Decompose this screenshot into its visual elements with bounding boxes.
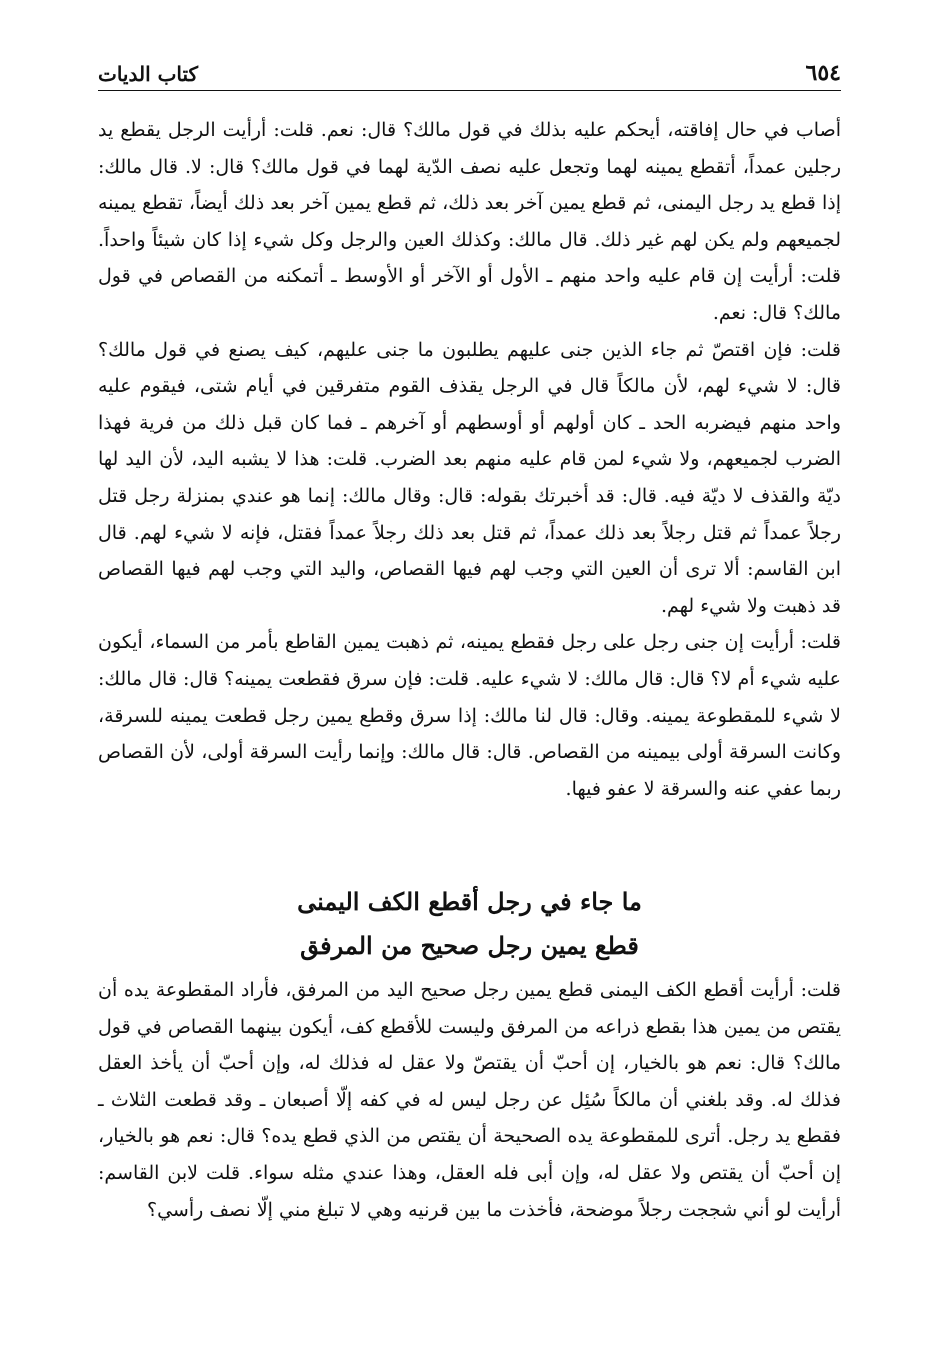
paragraph: أصاب في حال إفاقته، أيحكم عليه بذلك في قول مالك؟ قال: نعم. قلت: أرأيت الرجل يقطع يد رجلين عمداً، أتقطع يمينه لهما وتجعل عليه نصف الدّية لهما في قول مالك؟ قال: لا. قال مالك: إذا قطع يد رجل اليمنى، ثم قطع يمين آخر بعد ذلك، ثم قطع يمين آخر بعد ذلك أيضاً، تقطع يمينه لجميعهم ولم يكن لهم غير ذلك. قال مالك: وكذلك العين والرجل وكل شيء إذا كان شيئاً واحداً. قلت: أرأيت إن قام عليه واحد منهم ـ الأول أو الآخر أو الأوسط ـ أتمكنه من القصاص في قول مالك؟ قال: نعم. — [98, 119, 841, 324]
paragraph: قلت: فإن اقتصّ ثم جاء الذين جنى عليهم يطلبون ما جنى عليهم، كيف يصنع في قول مالك؟ قال: لا شيء لهم، لأن مالكاً قال في الرجل يقذف القوم متفرقين في أيام شتى، فيقوم عليه واحد منهم فيضربه الحد ـ كان أولهم أو أوسطهم أو آخرهم ـ فما كان قبل ذلك من فرية فهذا الضرب لجميعهم، ولا شيء لمن قام عليه منهم بعد الضرب. قلت: هذا لا يشبه اليد، لأن اليد لها ديّة والقذف لا ديّة فيه. قال: قد أخبرتك بقوله: قال: وقال مالك: إنما هو عندي بمنزلة رجل قتل رجلاً عمداً ثم قتل رجلاً بعد ذلك عمداً، ثم قتل بعد ذلك رجلاً عمداً فقتل، فإنه لا شيء لهم. قال ابن القاسم: ألا ترى أن العين التي وجب لهم فيها القصاص، واليد التي وجب لهم فيها القصاص قد ذهبت ولا شيء لهم. — [98, 338, 841, 617]
heading-line-2: قطع يمين رجل صحيح من المرفق — [300, 931, 639, 960]
page-number: ٦٥٤ — [805, 60, 841, 86]
section-2-text — [98, 972, 841, 1228]
running-title: كتاب الديات — [98, 62, 199, 86]
page-header — [98, 52, 841, 91]
section-heading — [98, 880, 841, 968]
heading-line-1: ما جاء في رجل أقطع الكف اليمنى — [297, 887, 642, 916]
paragraph: قلت: أرأيت إن جنى رجل على رجل فقطع يمينه، ثم ذهبت يمين القاطع بأمر من السماء، أيكون عليه شيء أم لا؟ قال: قال مالك: لا شيء عليه. قلت: فإن سرق فقطعت يمينه؟ قال: قال مالك: لا شيء للمقطوعة يمينه. وقال: قال لنا مالك: إذا سرق وقطع يمين رجل قطعت يمينه للسرقة، وكانت السرقة أولى بيمينه من القصاص. قال: قال مالك: وإنما رأيت السرقة أولى، لأن القصاص ربما عفي عنه والسرقة لا عفو فيها. — [98, 631, 841, 800]
paragraph: قلت: أرأيت أقطع الكف اليمنى قطع يمين رجل صحيح اليد من المرفق، فأراد المقطوعة يده أن يقتص من يمين هذا بقطع ذراعه من المرفق وليست للأقطع كف، أيكون بينهما القصاص في قول مالك؟ قال: نعم هو بالخيار، إن أحبّ أن يقتصّ ولا عقل له فذلك له، وإن أحبّ أن يأخذ العقل فذلك له. وقد بلغني أن مالكاً سُئِل عن رجل ليس له في كفه إلّا أصبعان ـ وقد قطعت الثلاث ـ فقطع يد رجل. أترى للمقطوعة يده الصحيحة أن يقتص من الذي قطع يده؟ قال: نعم هو بالخيار، إن أحبّ أن يقتص ولا عقل له، وإن أبى فله العقل، وهذا عندي مثله سواء. قلت لابن القاسم: أرأيت لو أني شججت رجلاً موضحة، فأخذت ما بين قرنيه وهي لا تبلغ مني إلّا نصف رأسي؟ — [98, 979, 841, 1221]
section-1-text — [98, 112, 841, 807]
